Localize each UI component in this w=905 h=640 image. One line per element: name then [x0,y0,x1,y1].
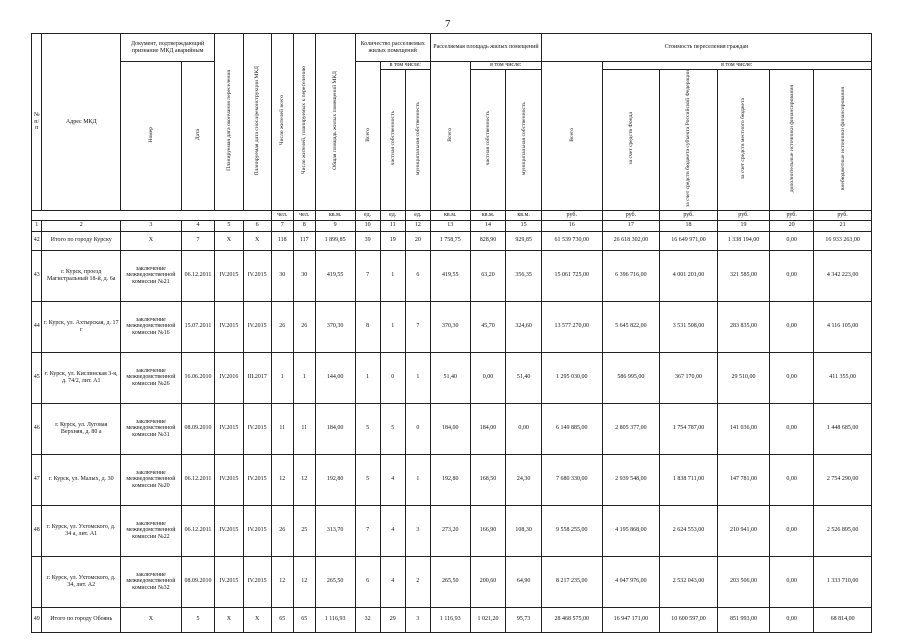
table-cell: 08.09.2010 [181,403,215,454]
header-cost: Стоимость переселения граждан [541,34,871,62]
table-cell: 06.12.2011 [181,250,215,301]
table-cell: 273,20 [430,505,470,556]
header-area-private: частная собственность [484,111,491,166]
table-cell: 12 [271,556,293,607]
table-cell: 4 001 201,00 [660,250,718,301]
table-cell: 64,90 [506,556,542,607]
unit-cell: чел. [271,210,293,220]
table-cell: 1 [380,250,405,301]
header-cost-local: за счет средств местного бюджета [740,97,747,180]
unit-cell: ед. [405,210,430,220]
header-cost-fund: за счет средств Фонда [627,112,634,165]
table-cell: 39 [355,231,380,250]
table-cell: 32 [355,607,380,632]
document-cell: X [121,231,182,250]
table-cell: 1 116,93 [430,607,470,632]
table-cell: 51,40 [506,352,542,403]
table-cell: 68 814,00 [814,607,872,632]
table-cell: 4 [380,505,405,556]
table-cell: 4 [380,454,405,505]
header-residents-count: Число жителей всего [279,95,286,146]
table-cell: 6 [355,556,380,607]
table-cell: 12 [293,556,315,607]
header-rooms-in-that-number: в том числе: [380,62,430,70]
table-cell: IV.2015 [243,250,271,301]
column-number-cell: 20 [770,220,814,231]
header-doc-number: Номер [147,126,154,143]
unit-cell: ед. [355,210,380,220]
unit-cell: кв.м. [506,210,542,220]
table-cell: 929,85 [506,231,542,250]
table-cell: 0,00 [770,556,814,607]
table-cell: 370,30 [315,301,355,352]
table-cell: 1 338 194,00 [717,231,769,250]
table-cell: 51,40 [430,352,470,403]
table-cell: 0,00 [770,301,814,352]
address-cell: г. Курск, ул. Луговая Верхняя, д. 80 а [42,403,121,454]
table-cell: 06.12.2011 [181,454,215,505]
table-cell: 192,80 [315,454,355,505]
table-cell: 7 [355,505,380,556]
document-cell: заключение межведомственной комиссии №22 [121,505,182,556]
resettlement-table [31,33,872,633]
table-cell: 1 [380,301,405,352]
table-cell: 118 [271,231,293,250]
unit-cell: кв.м. [470,210,506,220]
table-cell: 16 947 171,00 [602,607,660,632]
table-cell: 0,00 [506,403,542,454]
header-rooms-municipal: муниципальная собственность [414,101,421,176]
table-cell: 44 [32,301,42,352]
table-cell: 4 195 868,00 [602,505,660,556]
table-cell: 1 [405,352,430,403]
table-cell: 7 [405,301,430,352]
table-cell: 356,35 [506,250,542,301]
address-cell: Итого по городу Курску [42,231,121,250]
header-residents-planned: Число жителей, планируемых к переселению [301,66,308,175]
table-cell: 10 600 597,00 [660,607,718,632]
column-number-cell: 12 [405,220,430,231]
table-cell: 9 558 255,00 [541,505,602,556]
column-number-cell: 15 [506,220,542,231]
table-cell: 1 [355,352,380,403]
table-cell: 265,50 [315,556,355,607]
header-cost-in-that-number: в том числе: [602,62,871,70]
table-cell: 4 [380,556,405,607]
table-cell: 12 [293,454,315,505]
table-cell: 192,80 [430,454,470,505]
table-cell: IV.2015 [243,454,271,505]
table-cell: 15 061 725,00 [541,250,602,301]
table-cell: 1 [293,352,315,403]
unit-cell: руб. [814,210,872,220]
column-number-cell: 14 [470,220,506,231]
table-cell: X [215,607,243,632]
table-cell: 4 342 223,00 [814,250,872,301]
page-number: 7 [445,18,451,30]
unit-blank [32,210,272,220]
table-cell: 24,30 [506,454,542,505]
table-cell: 11 [293,403,315,454]
table-cell: 29 510,00 [717,352,769,403]
table-cell: 3 531 508,00 [660,301,718,352]
table-cell: 49 [32,607,42,632]
table-cell: 411 355,00 [814,352,872,403]
address-cell: г. Курск, ул. Малых, д. 30 [42,454,121,505]
unit-cell: руб. [602,210,660,220]
table-cell: 15.07.2011 [181,301,215,352]
header-planned-end-demolition: Планируемая дата сноса/реконструкции МКД [254,65,261,176]
header-area-municipal: муниципальная собственность [520,101,527,176]
table-row [32,556,872,607]
header-rooms-count: Количество расселяемых жилых помещений [355,34,430,62]
table-cell: 321 585,00 [717,250,769,301]
column-number-cell: 17 [602,220,660,231]
table-cell: 1 899,85 [315,231,355,250]
table-cell: 0 [405,403,430,454]
unit-cell: ед. [380,210,405,220]
header-document: Документ, подтверждающий признание МКД аварийным [121,34,215,62]
unit-cell: руб. [541,210,602,220]
table-cell: 6 [405,250,430,301]
header-rooms-total: Всего [364,127,371,142]
header-area-in-that-number: в том числе: [470,62,541,70]
table-cell: 141 036,00 [717,403,769,454]
table-cell: 7 680 330,00 [541,454,602,505]
table-cell: 63,20 [470,250,506,301]
table-cell: 26 [271,301,293,352]
header-planned-end-resettlement: Планируемая дата окончания переселения [225,70,232,171]
column-number-row [32,220,872,231]
table-cell: 2 624 553,00 [660,505,718,556]
table-cell: 3 [405,505,430,556]
document-cell: заключение межведомственной комиссии №31 [121,403,182,454]
table-cell: IV.2016 [215,352,243,403]
table-cell: 5 645 822,00 [602,301,660,352]
table-cell: 0,00 [770,250,814,301]
column-number-cell: 13 [430,220,470,231]
table-cell: 5 [355,454,380,505]
table-cell: IV.2015 [215,556,243,607]
table-cell: 0 [380,352,405,403]
table-cell: IV.2015 [215,454,243,505]
table-cell: 2 526 895,00 [814,505,872,556]
table-cell: 184,00 [430,403,470,454]
table-cell: III.2017 [243,352,271,403]
table-cell: 48 [32,505,42,556]
table-cell: 828,90 [470,231,506,250]
column-number-cell: 18 [660,220,718,231]
table-cell: 65 [271,607,293,632]
table-cell: 1 758,75 [430,231,470,250]
table-cell: 2 805 377,00 [602,403,660,454]
column-number-cell: 5 [215,220,243,231]
table-cell: IV.2015 [215,301,243,352]
table-cell: X [215,231,243,250]
table-cell: 367 170,00 [660,352,718,403]
column-number-cell: 3 [121,220,182,231]
table-cell: 25 [293,505,315,556]
table-cell: 419,55 [430,250,470,301]
unit-cell: кв.м. [315,210,355,220]
header-total-area: Общая площадь жилых помещений МКД [332,71,339,170]
table-row [32,505,872,556]
table-cell: IV.2015 [243,556,271,607]
table-cell: 851 993,00 [717,607,769,632]
table-cell: 0,00 [770,454,814,505]
table-cell: 47 [32,454,42,505]
table-row [32,231,872,250]
table-cell: 166,90 [470,505,506,556]
table-cell: 11 [271,403,293,454]
table-cell: 184,00 [470,403,506,454]
table-cell: 144,00 [315,352,355,403]
table-body [32,231,872,632]
address-cell: г. Курск, ул. Ухтомского, д. 34 а, лит. А1 [42,505,121,556]
table-cell: 7 [181,231,215,250]
table-row [32,454,872,505]
header-cost-extra: внебюджетные источники финансирования [839,86,846,191]
table-cell: 16 933 263,00 [814,231,872,250]
table-cell: 168,50 [470,454,506,505]
column-number-cell: 8 [293,220,315,231]
document-cell: заключение межведомственной комиссии №32 [121,556,182,607]
table-cell: 313,70 [315,505,355,556]
table-cell: 210 941,00 [717,505,769,556]
table-cell: 5 [380,403,405,454]
table-row [32,301,872,352]
table-cell: IV.2015 [243,505,271,556]
table-cell: 19 [380,231,405,250]
table-cell: 3 [405,607,430,632]
column-number-cell: 6 [243,220,271,231]
table-cell: 16.06.2010 [181,352,215,403]
table-cell: 283 835,00 [717,301,769,352]
unit-cell: руб. [770,210,814,220]
table-cell: 0,00 [770,352,814,403]
address-cell: г. Курск, ул. Ахтырская, д. 17 г [42,301,121,352]
table-cell: 7 [355,250,380,301]
table-cell: 4 116 105,00 [814,301,872,352]
table-cell: 30 [293,250,315,301]
table-cell: 2 532 043,00 [660,556,718,607]
column-number-cell: 1 [32,220,42,231]
column-number-cell: 7 [271,220,293,231]
table-cell: 1 021,20 [470,607,506,632]
address-cell: Итого по городу Обоянь [42,607,121,632]
table-cell: 42 [32,231,42,250]
address-cell: г. Курск, ул. Кислинская 3-я, д. 74/2, лит. А1 [42,352,121,403]
table-cell: 6 396 716,00 [602,250,660,301]
table-cell: 0,00 [470,352,506,403]
table-cell: IV.2015 [215,250,243,301]
table-cell: 29 [380,607,405,632]
column-number-cell: 11 [380,220,405,231]
column-number-cell: 9 [315,220,355,231]
table-cell: IV.2015 [243,301,271,352]
document-cell: X [121,607,182,632]
table-cell: 95,73 [506,607,542,632]
column-number-cell: 4 [181,220,215,231]
table-cell: 2 [405,556,430,607]
table-cell: 0,00 [770,231,814,250]
table-cell: 200,60 [470,556,506,607]
table-cell: 117 [293,231,315,250]
table-cell: IV.2015 [215,505,243,556]
header-address: Адрес МКД [42,34,121,211]
table-cell: 2 754 290,00 [814,454,872,505]
unit-cell: руб. [660,210,718,220]
document-cell: заключение межведомственной комиссии №16 [121,301,182,352]
table-row [32,352,872,403]
table-cell: 45 [32,352,42,403]
table-cell: 08.09.2010 [181,556,215,607]
table-cell: 12 [271,454,293,505]
table-cell: 26 [293,301,315,352]
table-cell: 1 [405,454,430,505]
column-number-cell: 21 [814,220,872,231]
table-row [32,403,872,454]
header-no: № п/п [32,34,42,211]
table-cell: 147 781,00 [717,454,769,505]
table-cell: X [243,607,271,632]
table-cell: 28 468 575,00 [541,607,602,632]
unit-cell: кв.м. [430,210,470,220]
table-cell: 6 149 885,00 [541,403,602,454]
table-cell: IV.2015 [215,403,243,454]
header-rooms-private: частная собственность [389,111,396,166]
address-cell: г. Курск, проезд Магистральный 18-й, д. 6а [42,250,121,301]
table-cell: 8 217 235,00 [541,556,602,607]
column-number-cell: 16 [541,220,602,231]
table-cell: 16 649 971,00 [660,231,718,250]
table-cell: 8 [355,301,380,352]
table-cell: 265,50 [430,556,470,607]
table-cell: 586 995,00 [602,352,660,403]
header-cost-additional: дополнительные источники финансирования [788,84,795,193]
header-area-resettled: Расселяемая площадь жилых помещений [430,34,541,62]
table-cell: 0,00 [770,505,814,556]
table-cell: 61 539 730,00 [541,231,602,250]
unit-cell: руб. [717,210,769,220]
table-cell: 1 754 787,00 [660,403,718,454]
address-cell: г. Курск, ул. Ухтомского, д. 34, лит. А2 [42,556,121,607]
table-cell: 20 [405,231,430,250]
table-cell: 5 [181,607,215,632]
header-doc-date: Дата [194,128,201,141]
table-cell: 06.12.2011 [181,505,215,556]
unit-cell: чел. [293,210,315,220]
table-cell: 13 577 270,00 [541,301,602,352]
header-cost-total: Всего [568,127,575,142]
table-cell: 30 [271,250,293,301]
table-cell: 203 506,00 [717,556,769,607]
table-cell: 46 [32,403,42,454]
table-cell: 65 [293,607,315,632]
table-cell: 26 618 302,00 [602,231,660,250]
table-cell: 26 [271,505,293,556]
table-cell: 0,00 [770,403,814,454]
table-cell: 1 [271,352,293,403]
table-cell: IV.2015 [243,403,271,454]
table-cell: 45,70 [470,301,506,352]
table-cell: 1 838 711,00 [660,454,718,505]
table-cell: 108,30 [506,505,542,556]
table-cell: 0,00 [770,607,814,632]
document-cell: заключение межведомственной комиссии №20 [121,454,182,505]
document-cell: заключение межведомственной комиссии №21 [121,250,182,301]
table-row [32,607,872,632]
table-cell: 1 333 710,00 [814,556,872,607]
table-cell: 1 295 030,00 [541,352,602,403]
table-cell: 1 116,93 [315,607,355,632]
table-cell: 370,30 [430,301,470,352]
header-area-total: Всего [447,127,454,142]
column-number-cell: 10 [355,220,380,231]
column-number-cell: 19 [717,220,769,231]
table-cell: X [243,231,271,250]
table-cell: 43 [32,250,42,301]
table-cell: 419,55 [315,250,355,301]
table-cell: 4 047 976,00 [602,556,660,607]
table-cell: 1 448 685,00 [814,403,872,454]
table-cell: 324,60 [506,301,542,352]
document-cell: заключение межведомственной комиссии №26 [121,352,182,403]
table-cell: 2 939 548,00 [602,454,660,505]
header-cost-regional: за счет средств бюджета субъекта Российской Федерации [685,70,692,207]
column-number-cell: 2 [42,220,121,231]
table-row [32,250,872,301]
table-cell: 5 [355,403,380,454]
table-cell [32,556,42,607]
table-cell: 184,00 [315,403,355,454]
